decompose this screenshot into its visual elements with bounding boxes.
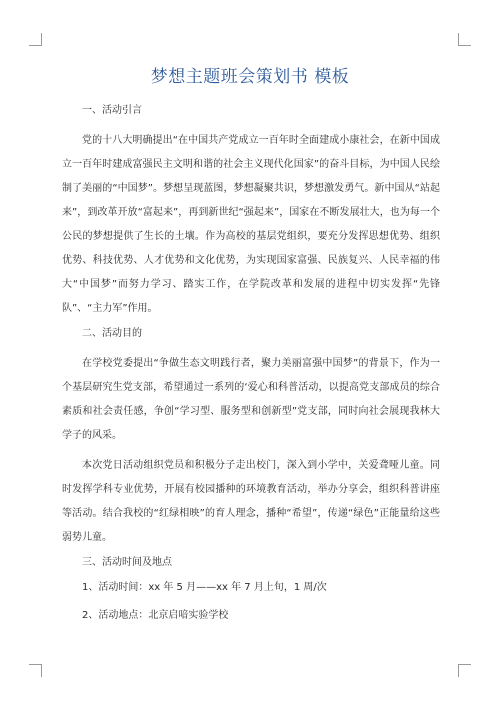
document-body <box>62 104 440 637</box>
section-heading-purpose: 二、活动目的 <box>82 328 142 339</box>
purpose-paragraph-1: 在学校党委提出“争做生态文明践行者，聚力美丽富强中国梦”的背景下，作为一个基层研究生党支部，希望通过一系列的‘爱心和科普活动，以提高党支部成员的综合素质和社会责任感，争创“学习型、服务型和创新型”党支部，同时向社会展现我林大学子的风采。 <box>62 358 440 441</box>
crop-mark-top-right <box>458 33 471 46</box>
activity-location: 2、活动地点：北京启喑实验学校 <box>82 610 229 621</box>
crop-mark-bottom-left <box>29 664 42 677</box>
crop-mark-bottom-right <box>458 664 471 677</box>
intro-paragraph: 党的十八大明确提出“在中国共产党成立一百年时全面建成小康社会，在新中国成立一百年时建成富强民主文明和谐的社会主义现代化国家”的奋斗目标，为中国人民绘制了美丽的“中国梦”。梦想呈现蓝图，梦想凝聚共识，梦想激发勇气。新中国从“站起来”，到改革开放“富起来”，再到新世纪“强起来”，国家在不断发展壮大，也为每一个公民的梦想提供了生长的土壤。作为高校的基层党组织，要充分发挥思想优势、组织优势、科技优势、人才优势和文化优势，为实现国家富强、民族复兴、人民幸福的伟大“中国梦”而努力学习、踏实工作，在学院改革和发展的进程中切实发挥“先锋队”、“主力军”作用。 <box>62 135 440 314</box>
section-heading-time-place: 三、活动时间及地点 <box>82 557 172 568</box>
crop-mark-top-left <box>29 33 42 46</box>
section-heading-intro: 一、活动引言 <box>82 105 142 116</box>
activity-time: 1、活动时间：xx 年 5 月——xx 年 7 月上旬，1 周/次 <box>82 582 327 593</box>
document-title: 梦想主题班会策划书 模板 <box>150 67 350 87</box>
purpose-paragraph-2: 本次党日活动组织党员和积极分子走出校门，深入到小学中，关爱聋哑儿童。同时发挥学科专业优势，开展有校园播种的环境教育活动，举办分享会，组织科普讲座等活动。结合我校的“红绿相映”的育人理念，播种“希望”，传递“绿色”正能量给这些弱势儿童。 <box>62 460 440 543</box>
